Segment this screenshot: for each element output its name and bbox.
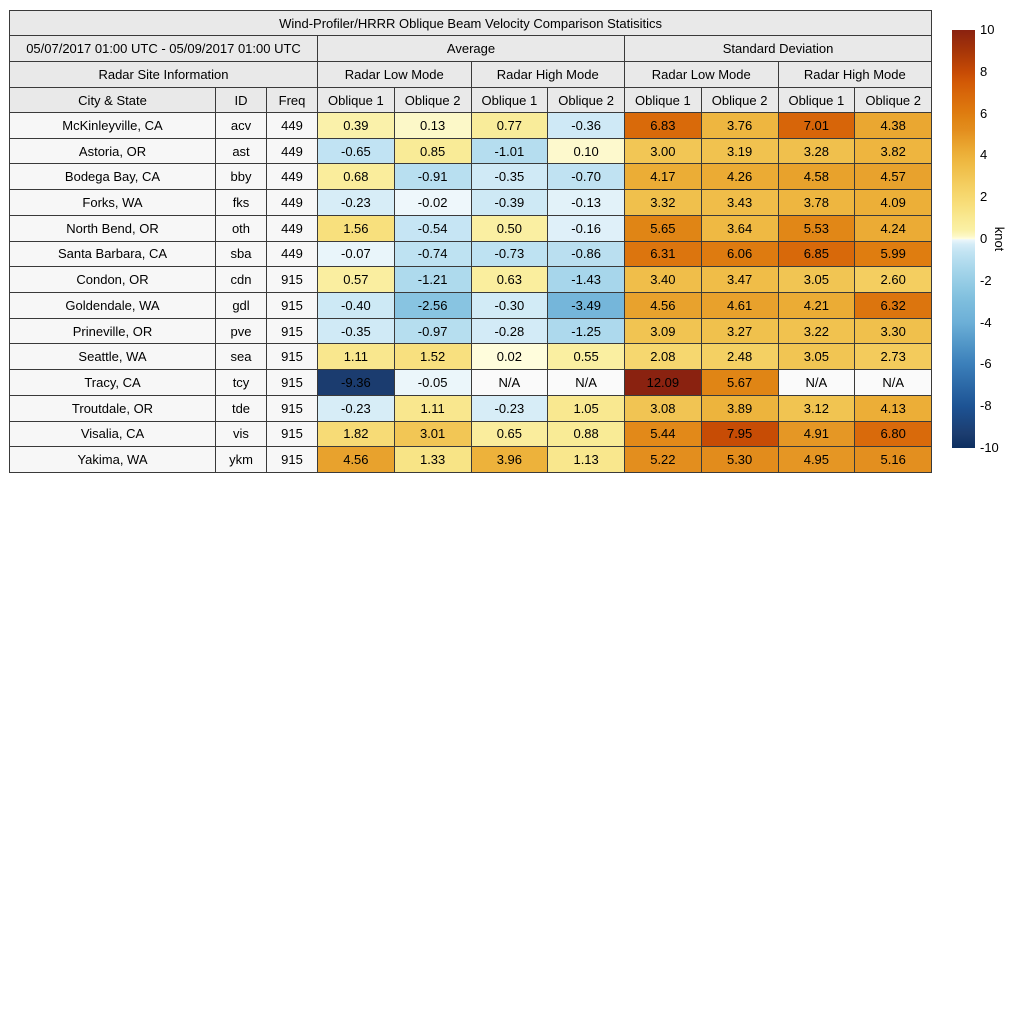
value-cell: 2.60	[855, 267, 932, 293]
table-row	[10, 421, 932, 447]
city-cell: McKinleyville, CA	[10, 113, 216, 139]
oblique1-header: Oblique 1	[471, 88, 548, 113]
value-cell: -0.02	[394, 190, 471, 216]
table-row	[10, 293, 932, 319]
freq-cell: 915	[267, 370, 318, 396]
value-cell: 3.27	[701, 318, 778, 344]
value-cell: -0.97	[394, 318, 471, 344]
value-cell: N/A	[855, 370, 932, 396]
value-cell: 5.65	[625, 215, 702, 241]
oblique1-header: Oblique 1	[778, 88, 855, 113]
freq-cell: 915	[267, 395, 318, 421]
value-cell: N/A	[548, 370, 625, 396]
table-row	[10, 318, 932, 344]
value-cell: -0.13	[548, 190, 625, 216]
city-cell: Forks, WA	[10, 190, 216, 216]
station-id-cell: vis	[216, 421, 267, 447]
oblique2-header: Oblique 2	[855, 88, 932, 113]
value-cell: 3.05	[778, 344, 855, 370]
value-cell: -1.25	[548, 318, 625, 344]
station-id-cell: bby	[216, 164, 267, 190]
freq-cell: 449	[267, 241, 318, 267]
value-cell: 0.68	[318, 164, 395, 190]
freq-cell: 915	[267, 447, 318, 473]
value-cell: 4.91	[778, 421, 855, 447]
value-cell: 3.00	[625, 138, 702, 164]
value-cell: 4.21	[778, 293, 855, 319]
value-cell: -9.36	[318, 370, 395, 396]
colorbar-gradient	[952, 30, 975, 448]
value-cell: 0.10	[548, 138, 625, 164]
value-cell: 3.32	[625, 190, 702, 216]
value-cell: 4.95	[778, 447, 855, 473]
city-cell: North Bend, OR	[10, 215, 216, 241]
table-row	[10, 113, 932, 139]
value-cell: 4.24	[855, 215, 932, 241]
colorbar-tick-label: 0	[980, 231, 988, 246]
value-cell: 4.58	[778, 164, 855, 190]
table-title: Wind-Profiler/HRRR Oblique Beam Velocity Comparison Statisitics	[10, 11, 932, 36]
station-id-cell: gdl	[216, 293, 267, 319]
value-cell: 3.40	[625, 267, 702, 293]
colorbar-unit-label: knot	[992, 226, 1007, 252]
value-cell: 1.82	[318, 421, 395, 447]
value-cell: 0.02	[471, 344, 548, 370]
value-cell: 4.17	[625, 164, 702, 190]
value-cell: 3.76	[701, 113, 778, 139]
group-std-header: Standard Deviation	[625, 36, 932, 62]
value-cell: -1.43	[548, 267, 625, 293]
city-cell: Prineville, OR	[10, 318, 216, 344]
value-cell: -1.21	[394, 267, 471, 293]
value-cell: 0.55	[548, 344, 625, 370]
avg-low-mode-header: Radar Low Mode	[318, 62, 472, 88]
value-cell: -0.73	[471, 241, 548, 267]
value-cell: 3.78	[778, 190, 855, 216]
period-label: 05/07/2017 01:00 UTC - 05/09/2017 01:00 UTC	[10, 36, 318, 62]
value-cell: N/A	[471, 370, 548, 396]
mode-header-row	[10, 62, 932, 88]
group-header-row	[10, 36, 932, 62]
city-cell: Visalia, CA	[10, 421, 216, 447]
value-cell: 6.06	[701, 241, 778, 267]
value-cell: 6.80	[855, 421, 932, 447]
value-cell: -0.23	[318, 395, 395, 421]
value-cell: 0.65	[471, 421, 548, 447]
value-cell: 4.61	[701, 293, 778, 319]
freq-cell: 915	[267, 318, 318, 344]
value-cell: 2.48	[701, 344, 778, 370]
oblique2-header: Oblique 2	[701, 88, 778, 113]
value-cell: 2.08	[625, 344, 702, 370]
value-cell: 1.11	[394, 395, 471, 421]
value-cell: -0.35	[471, 164, 548, 190]
city-cell: Astoria, OR	[10, 138, 216, 164]
value-cell: 12.09	[625, 370, 702, 396]
avg-high-mode-header: Radar High Mode	[471, 62, 625, 88]
station-id-cell: ykm	[216, 447, 267, 473]
value-cell: 4.09	[855, 190, 932, 216]
value-cell: 1.13	[548, 447, 625, 473]
colorbar-tick-label: 4	[980, 147, 988, 163]
value-cell: 1.56	[318, 215, 395, 241]
value-cell: -1.01	[471, 138, 548, 164]
value-cell: 3.05	[778, 267, 855, 293]
value-cell: 1.33	[394, 447, 471, 473]
colorbar-tick-label: -2	[980, 272, 992, 288]
station-id-cell: acv	[216, 113, 267, 139]
value-cell: -0.40	[318, 293, 395, 319]
value-cell: 3.96	[471, 447, 548, 473]
freq-cell: 449	[267, 138, 318, 164]
value-cell: 6.83	[625, 113, 702, 139]
city-cell: Troutdale, OR	[10, 395, 216, 421]
table-row	[10, 344, 932, 370]
colorbar-tick-label: 2	[980, 189, 988, 205]
city-cell: Condon, OR	[10, 267, 216, 293]
value-cell: -0.54	[394, 215, 471, 241]
site-info-header: Radar Site Information	[10, 62, 318, 88]
city-cell: Seattle, WA	[10, 344, 216, 370]
value-cell: -0.23	[318, 190, 395, 216]
value-cell: 6.32	[855, 293, 932, 319]
colorbar-tick-label: -6	[980, 356, 992, 372]
station-id-cell: ast	[216, 138, 267, 164]
value-cell: 3.01	[394, 421, 471, 447]
colorbar-tick-label: 8	[980, 63, 988, 79]
freq-header: Freq	[267, 88, 318, 113]
value-cell: 0.63	[471, 267, 548, 293]
value-cell: 3.64	[701, 215, 778, 241]
station-id-cell: fks	[216, 190, 267, 216]
value-cell: 4.26	[701, 164, 778, 190]
colorbar-tick-label: 10	[980, 22, 995, 37]
value-cell: 4.57	[855, 164, 932, 190]
value-cell: -0.70	[548, 164, 625, 190]
value-cell: -3.49	[548, 293, 625, 319]
oblique1-header: Oblique 1	[318, 88, 395, 113]
value-cell: 5.99	[855, 241, 932, 267]
value-cell: 6.85	[778, 241, 855, 267]
value-cell: 3.08	[625, 395, 702, 421]
table-row	[10, 190, 932, 216]
value-cell: 3.12	[778, 395, 855, 421]
value-cell: 3.43	[701, 190, 778, 216]
oblique1-header: Oblique 1	[625, 88, 702, 113]
stats-table	[9, 10, 932, 473]
value-cell: 5.44	[625, 421, 702, 447]
value-cell: 5.30	[701, 447, 778, 473]
value-cell: 7.01	[778, 113, 855, 139]
group-average-header: Average	[318, 36, 625, 62]
table-row	[10, 241, 932, 267]
freq-cell: 449	[267, 190, 318, 216]
value-cell: -2.56	[394, 293, 471, 319]
city-cell: Tracy, CA	[10, 370, 216, 396]
station-id-cell: tde	[216, 395, 267, 421]
table-row	[10, 267, 932, 293]
value-cell: 3.89	[701, 395, 778, 421]
value-cell: 1.05	[548, 395, 625, 421]
value-cell: -0.91	[394, 164, 471, 190]
value-cell: 0.50	[471, 215, 548, 241]
value-cell: -0.28	[471, 318, 548, 344]
value-cell: 6.31	[625, 241, 702, 267]
station-id-cell: pve	[216, 318, 267, 344]
value-cell: 4.38	[855, 113, 932, 139]
value-cell: 5.22	[625, 447, 702, 473]
city-cell: Goldendale, WA	[10, 293, 216, 319]
colorbar	[952, 22, 1007, 455]
value-cell: -0.39	[471, 190, 548, 216]
value-cell: -0.05	[394, 370, 471, 396]
colorbar-tick-label: 6	[980, 105, 988, 121]
value-cell: -0.07	[318, 241, 395, 267]
value-cell: 3.19	[701, 138, 778, 164]
value-cell: 3.82	[855, 138, 932, 164]
value-cell: 5.53	[778, 215, 855, 241]
colorbar-tick-label: -4	[980, 314, 992, 330]
value-cell: 0.85	[394, 138, 471, 164]
colorbar-tick-label: -8	[980, 398, 992, 414]
value-cell: -0.16	[548, 215, 625, 241]
table-row	[10, 138, 932, 164]
value-cell: 5.16	[855, 447, 932, 473]
value-cell: 4.13	[855, 395, 932, 421]
value-cell: 4.56	[625, 293, 702, 319]
freq-cell: 449	[267, 164, 318, 190]
freq-cell: 915	[267, 293, 318, 319]
value-cell: 0.13	[394, 113, 471, 139]
title-row	[10, 11, 932, 36]
id-header: ID	[216, 88, 267, 113]
value-cell: 3.30	[855, 318, 932, 344]
value-cell: 1.11	[318, 344, 395, 370]
value-cell: 0.57	[318, 267, 395, 293]
value-cell: 3.09	[625, 318, 702, 344]
station-id-cell: sba	[216, 241, 267, 267]
station-id-cell: sea	[216, 344, 267, 370]
value-cell: -0.23	[471, 395, 548, 421]
freq-cell: 915	[267, 344, 318, 370]
value-cell: 2.73	[855, 344, 932, 370]
table-row	[10, 164, 932, 190]
std-high-mode-header: Radar High Mode	[778, 62, 932, 88]
value-cell: -0.30	[471, 293, 548, 319]
value-cell: 7.95	[701, 421, 778, 447]
value-cell: -0.36	[548, 113, 625, 139]
value-cell: -0.65	[318, 138, 395, 164]
value-cell: 3.28	[778, 138, 855, 164]
station-id-cell: oth	[216, 215, 267, 241]
value-cell: -0.86	[548, 241, 625, 267]
city-cell: Yakima, WA	[10, 447, 216, 473]
station-id-cell: tcy	[216, 370, 267, 396]
city-state-header: City & State	[10, 88, 216, 113]
freq-cell: 449	[267, 113, 318, 139]
value-cell: 3.47	[701, 267, 778, 293]
freq-cell: 915	[267, 267, 318, 293]
value-cell: -0.35	[318, 318, 395, 344]
value-cell: 0.39	[318, 113, 395, 139]
table-row	[10, 370, 932, 396]
oblique2-header: Oblique 2	[394, 88, 471, 113]
value-cell: N/A	[778, 370, 855, 396]
oblique2-header: Oblique 2	[548, 88, 625, 113]
table-row	[10, 447, 932, 473]
table-row	[10, 395, 932, 421]
freq-cell: 449	[267, 215, 318, 241]
value-cell: -0.74	[394, 241, 471, 267]
freq-cell: 915	[267, 421, 318, 447]
station-id-cell: cdn	[216, 267, 267, 293]
value-cell: 0.88	[548, 421, 625, 447]
value-cell: 3.22	[778, 318, 855, 344]
colorbar-tick-label: -10	[980, 440, 999, 455]
table-row	[10, 215, 932, 241]
city-cell: Bodega Bay, CA	[10, 164, 216, 190]
column-header-row	[10, 88, 932, 113]
std-low-mode-header: Radar Low Mode	[625, 62, 779, 88]
value-cell: 1.52	[394, 344, 471, 370]
value-cell: 5.67	[701, 370, 778, 396]
city-cell: Santa Barbara, CA	[10, 241, 216, 267]
value-cell: 4.56	[318, 447, 395, 473]
value-cell: 0.77	[471, 113, 548, 139]
